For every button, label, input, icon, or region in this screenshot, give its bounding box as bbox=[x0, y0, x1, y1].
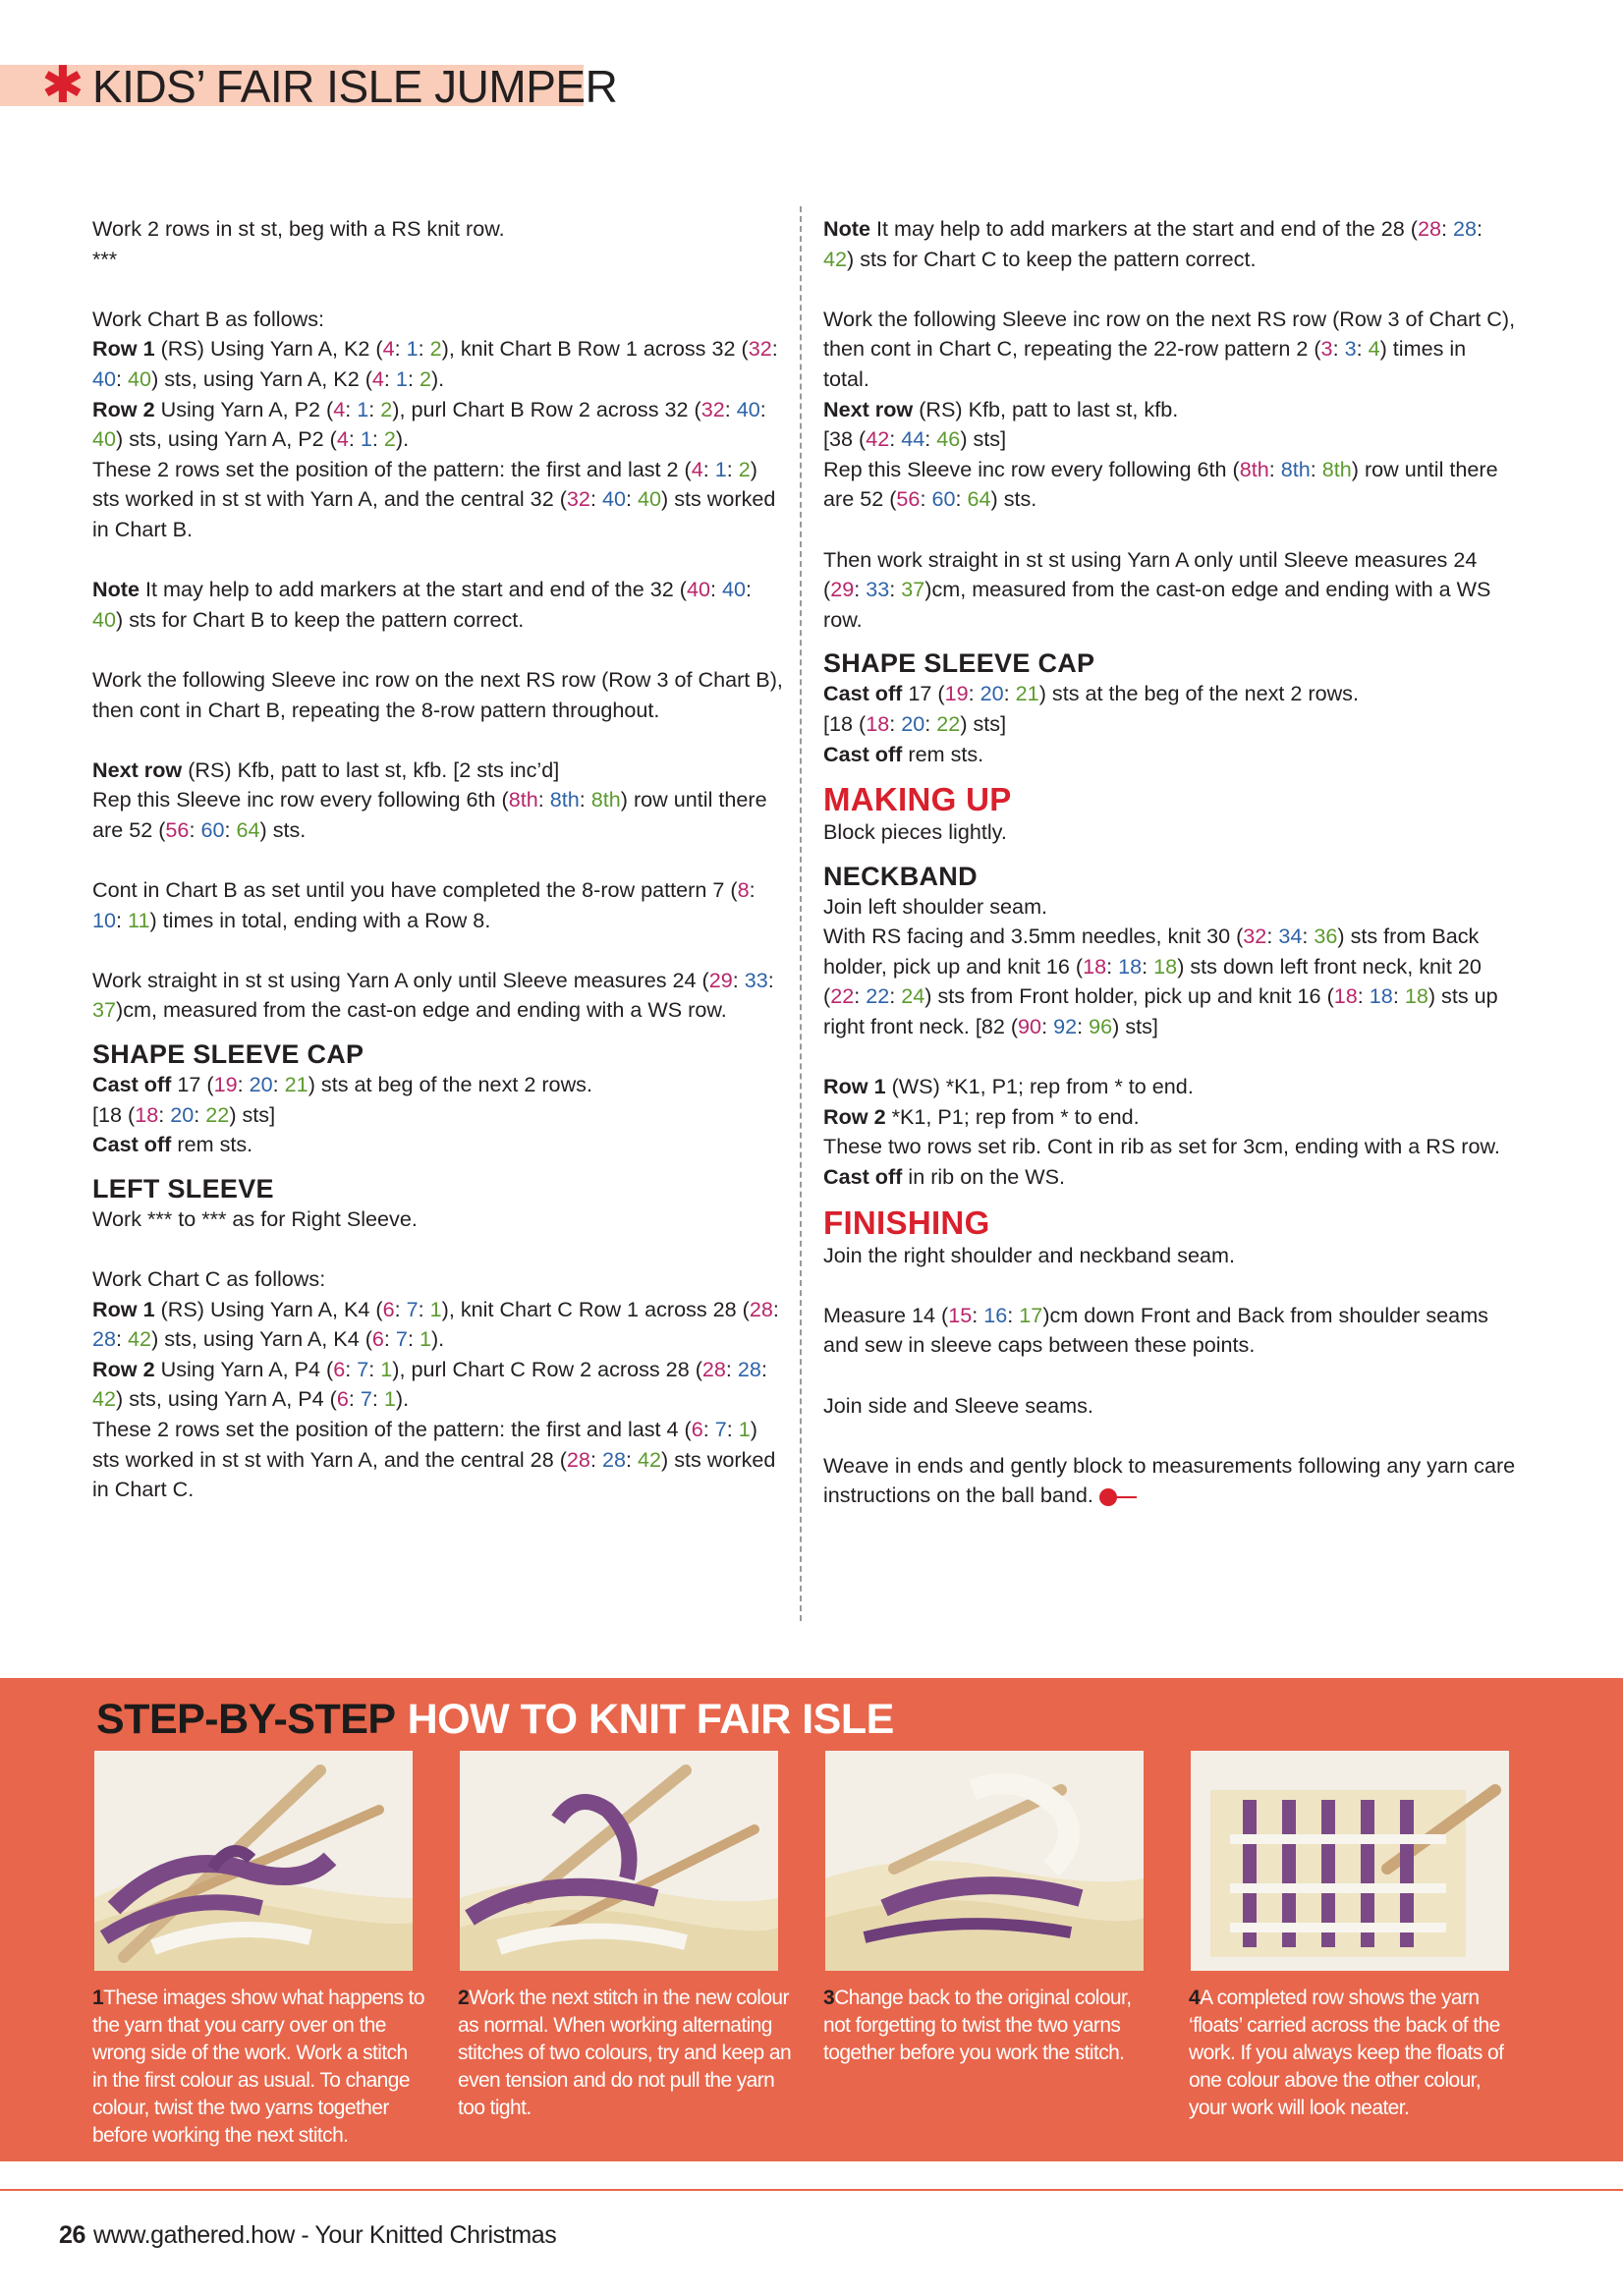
paragraph: These 2 rows set the position of the pattern: the first and last 2 (4: 1: 2) sts worked in st st with Yarn A, and the central 32 (32: 40: 40) sts worked in Chart B. bbox=[92, 456, 776, 541]
step-by-step-title: STEP-BY-STEP HOW TO KNIT FAIR ISLE bbox=[96, 1696, 894, 1743]
section-heading: SHAPE SLEEVE CAP bbox=[92, 1039, 364, 1070]
paragraph: Join the right shoulder and neckband seam. bbox=[823, 1242, 1235, 1267]
step-photo-2 bbox=[460, 1751, 778, 1971]
paragraph: Work the following Sleeve inc row on the next RS row (Row 3 of Chart B), then cont in Chart B, repeating the 8-row pattern throughout. bbox=[92, 666, 783, 722]
paragraph: Join side and Sleeve seams. bbox=[823, 1392, 1093, 1418]
paragraph: Weave in ends and gently block to measurements following any yarn care instructions on the ball band. bbox=[823, 1452, 1516, 1508]
paragraph: Row 1 (WS) *K1, P1; rep from * to end. bbox=[823, 1074, 1194, 1099]
section-heading: MAKING UP bbox=[823, 781, 1012, 818]
paragraph: Cast off in rib on the WS. bbox=[823, 1164, 1066, 1190]
footer bbox=[59, 2220, 556, 2250]
paragraph: Work *** to *** as for Right Sleeve. bbox=[92, 1205, 418, 1231]
asterisk-icon: ✱ bbox=[41, 57, 84, 114]
paragraph: Join left shoulder seam. bbox=[823, 893, 1048, 919]
section-heading: FINISHING bbox=[823, 1204, 990, 1241]
paragraph: Rep this Sleeve inc row every following 6th (8th: 8th: 8th) row until there are 52 (56: 60: 64) sts. bbox=[823, 456, 1498, 512]
step-photo-3 bbox=[825, 1751, 1144, 1971]
step-caption-1: 1These images show what happens to the yarn that you carry over on the wrong side of the work. Work a stitch in the first colour as usual. To change colour, twist the two yarns together before working the next stitch. bbox=[92, 1987, 424, 2147]
paragraph: Cont in Chart B as set until you have completed the 8-row pattern 7 (8: 10: 11) times in total, ending with a Row 8. bbox=[92, 877, 756, 932]
paragraph: With RS facing and 3.5mm needles, knit 30 (32: 34: 36) sts from Back holder, pick up and knit 16 (18: 18: 18) sts down left front neck, knit 20 (22: 22: 24) sts from Front holder, pick up and knit 16 (18: 18: 18) sts up right front neck. [82 (90: 92: 96) sts] bbox=[823, 924, 1498, 1039]
right-column bbox=[823, 214, 1516, 1511]
paragraph: [18 (18: 20: 22) sts] bbox=[92, 1101, 276, 1127]
paragraph: Next row (RS) Kfb, patt to last st, kfb. bbox=[823, 396, 1179, 421]
paragraph: Work 2 rows in st st, beg with a RS knit row. bbox=[92, 216, 505, 241]
section-heading: NECKBAND bbox=[823, 861, 978, 891]
paragraph: Row 1 (RS) Using Yarn A, K2 (4: 1: 2), knit Chart B Row 1 across 32 (32: 40: 40) sts, using Yarn A, K2 (4: 1: 2). bbox=[92, 336, 778, 391]
step-caption-3: 3Change back to the original colour, not forgetting to twist the two yarns together before you work the stitch. bbox=[823, 1987, 1132, 2064]
paragraph: Block pieces lightly. bbox=[823, 819, 1007, 845]
section-heading: SHAPE SLEEVE CAP bbox=[823, 648, 1095, 679]
paragraph: Row 1 (RS) Using Yarn A, K4 (6: 7: 1), knit Chart C Row 1 across 28 (28: 28: 42) sts, using Yarn A, K4 (6: 7: 1). bbox=[92, 1296, 779, 1352]
paragraph: [38 (42: 44: 46) sts] bbox=[823, 426, 1007, 452]
step-caption-2: 2Work the next stitch in the new colour as normal. When working alternating stitches of two colours, try and keep an even tension and do not pull the yarn too tight. bbox=[458, 1987, 792, 2119]
paragraph: Row 2 *K1, P1; rep from * to end. bbox=[823, 1103, 1140, 1129]
paragraph: Cast off rem sts. bbox=[92, 1132, 253, 1157]
page-title: KIDS’ FAIR ISLE JUMPER bbox=[92, 61, 618, 112]
left-column bbox=[92, 214, 785, 1505]
paragraph: Row 2 Using Yarn A, P4 (6: 7: 1), purl Chart C Row 2 across 28 (28: 28: 42) sts, using Yarn A, P4 (6: 7: 1). bbox=[92, 1356, 767, 1412]
section-heading: LEFT SLEEVE bbox=[92, 1173, 274, 1204]
paragraph: Cast off rem sts. bbox=[823, 741, 984, 766]
page-number: 26 bbox=[59, 2221, 86, 2249]
paragraph: Row 2 Using Yarn A, P2 (4: 1: 2), purl Chart B Row 2 across 32 (32: 40: 40) sts, using Yarn A, P2 (4: 1: 2). bbox=[92, 396, 766, 452]
paragraph: Work straight in st st using Yarn A only until Sleeve measures 24 (29: 33: 37)cm, measured from the cast-on edge and ending with a WS row. bbox=[92, 967, 774, 1023]
footer-link[interactable]: www.gathered.how - Your Knitted Christmas bbox=[93, 2221, 557, 2249]
paragraph: Rep this Sleeve inc row every following 6th (8th: 8th: 8th) row until there are 52 (56: 60: 64) sts. bbox=[92, 787, 767, 842]
step-caption-4: 4A completed row shows the yarn ‘floats’ carried across the back of the work. If you always keep the floats of one colour above the other colour, your work will look neater. bbox=[1189, 1987, 1504, 2119]
step-photo-4 bbox=[1191, 1751, 1509, 1971]
paragraph: These 2 rows set the position of the pattern: the first and last 4 (6: 7: 1) sts worked in st st with Yarn A, and the central 28 (28: 28: 42) sts worked in Chart C. bbox=[92, 1416, 776, 1502]
note: Note It may help to add markers at the start and end of the 28 (28: 28: 42) sts for Chart C to keep the pattern correct. bbox=[823, 216, 1483, 271]
paragraph: Next row (RS) Kfb, patt to last st, kfb. [2 sts inc’d] bbox=[92, 756, 560, 782]
column-divider bbox=[800, 206, 802, 1621]
paragraph: Work Chart C as follows: bbox=[92, 1266, 326, 1291]
paragraph: Cast off 17 (19: 20: 21) sts at the beg of the next 2 rows. bbox=[823, 681, 1359, 706]
footer-rule bbox=[0, 2189, 1623, 2191]
step-photo-1 bbox=[94, 1751, 413, 1971]
yarn-tail bbox=[1115, 1496, 1137, 1498]
yarn-ball-icon bbox=[1099, 1488, 1117, 1506]
paragraph: Then work straight in st st using Yarn A only until Sleeve measures 24 (29: 33: 37)cm, measured from the cast-on edge and ending with a WS row. bbox=[823, 546, 1491, 632]
paragraph: Work the following Sleeve inc row on the next RS row (Row 3 of Chart C), then cont in Chart C, repeating the 22-row pattern 2 (3: 3: 4) times in total. bbox=[823, 306, 1516, 391]
paragraph: Cast off 17 (19: 20: 21) sts at beg of the next 2 rows. bbox=[92, 1072, 592, 1097]
marker-text: *** bbox=[92, 246, 118, 271]
paragraph: These two rows set rib. Cont in rib as set for 3cm, ending with a RS row. bbox=[823, 1134, 1500, 1159]
note: Note It may help to add markers at the start and end of the 32 (40: 40: 40) sts for Chart B to keep the pattern correct. bbox=[92, 577, 753, 632]
paragraph: Work Chart B as follows: bbox=[92, 306, 325, 331]
paragraph: Measure 14 (15: 16: 17)cm down Front and Back from shoulder seams and sew in sleeve caps between these points. bbox=[823, 1302, 1488, 1358]
paragraph: [18 (18: 20: 22) sts] bbox=[823, 710, 1007, 736]
